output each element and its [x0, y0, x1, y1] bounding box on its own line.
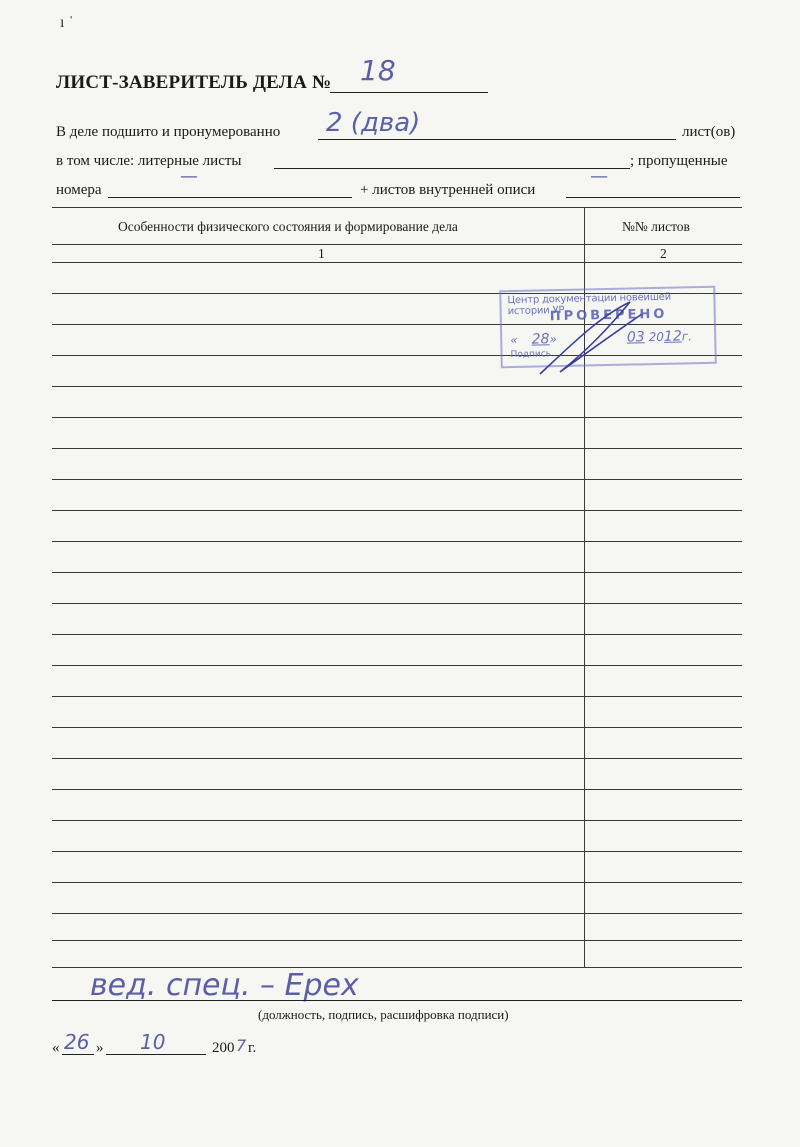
stamp-date-close: »: [549, 332, 558, 347]
signature-underline: [52, 1000, 742, 1001]
stamp-signature-label: Подпись: [510, 349, 552, 361]
table-row-line: [52, 789, 742, 790]
inventory-underline: [566, 197, 740, 198]
missing-label: ; пропущенные: [630, 153, 728, 169]
table-row-line: [52, 727, 742, 728]
footer-month-underline: [106, 1054, 206, 1055]
table-row-line: [52, 665, 742, 666]
stamp-month: 03: [626, 329, 645, 346]
table-row-line: [52, 634, 742, 635]
table-header-border: [52, 244, 742, 245]
table-row-line: [52, 386, 742, 387]
table-row-line: [52, 940, 742, 941]
table-row-line: [52, 882, 742, 883]
footer-year-prefix: 200: [212, 1040, 235, 1056]
col1-number: 1: [318, 246, 325, 261]
missing-numbers-handwritten: —: [180, 166, 198, 187]
case-number-handwritten: 18: [360, 54, 396, 87]
footer-day-underline: [62, 1054, 94, 1055]
margin-mark: ı ˈ: [60, 14, 74, 31]
sheets-count-label: В деле подшито и пронумерованно: [56, 124, 281, 140]
stamp-day: 28: [531, 331, 550, 348]
literal-sheets-underline: [274, 168, 630, 169]
signature-caption: (должность, подпись, расшифровка подписи): [258, 1007, 509, 1022]
stamp-organization: Центр документации новейшей истории УР: [507, 291, 672, 318]
table-row-line: [52, 417, 742, 418]
table-row-line: [52, 479, 742, 480]
table-row-line: [52, 696, 742, 697]
sheets-suffix-label: лист(ов): [682, 124, 736, 140]
stamp-checked-label: ПРОВЕРЕНО: [549, 306, 668, 325]
footer-year-handwritten: 7: [236, 1036, 247, 1055]
signature-handwritten: вед. спец. – Ерех: [90, 968, 359, 1003]
table-row-line: [52, 541, 742, 542]
stamp-year-suffix: г.: [681, 329, 693, 344]
stamp-date-open: «: [510, 332, 518, 348]
table-row-line: [52, 510, 742, 511]
table-row-line: [52, 758, 742, 759]
col2-header: №№ листов: [622, 219, 690, 234]
stamp-year: 12: [663, 328, 682, 345]
col2-number: 2: [660, 246, 667, 261]
footer-date-open: «: [52, 1040, 60, 1056]
table-row-line: [52, 913, 742, 914]
col1-header: Особенности физического состояния и формирование дела: [118, 219, 458, 234]
sheets-count-handwritten: 2 (два): [326, 108, 421, 138]
table-row-line: [52, 820, 742, 821]
stamp-signature-scribble: [530, 296, 650, 380]
inventory-handwritten: —: [590, 166, 608, 187]
inventory-label: + листов внутренней описи: [360, 182, 536, 198]
document-title: ЛИСТ-ЗАВЕРИТЕЛЬ ДЕЛА №: [56, 72, 332, 93]
stamp-year-prefix: 20: [648, 329, 665, 345]
table-row-line: [52, 851, 742, 852]
case-number-underline: [330, 92, 488, 93]
table-row-line: [52, 572, 742, 573]
numbers-label: номера: [56, 182, 102, 198]
footer-year-suffix: г.: [248, 1040, 257, 1056]
literal-sheets-label: в том числе: литерные листы: [56, 153, 242, 169]
missing-numbers-underline: [108, 197, 352, 198]
footer-month: 10: [140, 1030, 166, 1054]
table-row-line: [52, 448, 742, 449]
table-top-border: [52, 207, 742, 208]
footer-day: 26: [64, 1030, 90, 1054]
table-row-line: [52, 262, 742, 263]
sheets-count-underline: [318, 139, 676, 140]
footer-date-close: »: [96, 1040, 104, 1056]
table-row-line: [52, 603, 742, 604]
